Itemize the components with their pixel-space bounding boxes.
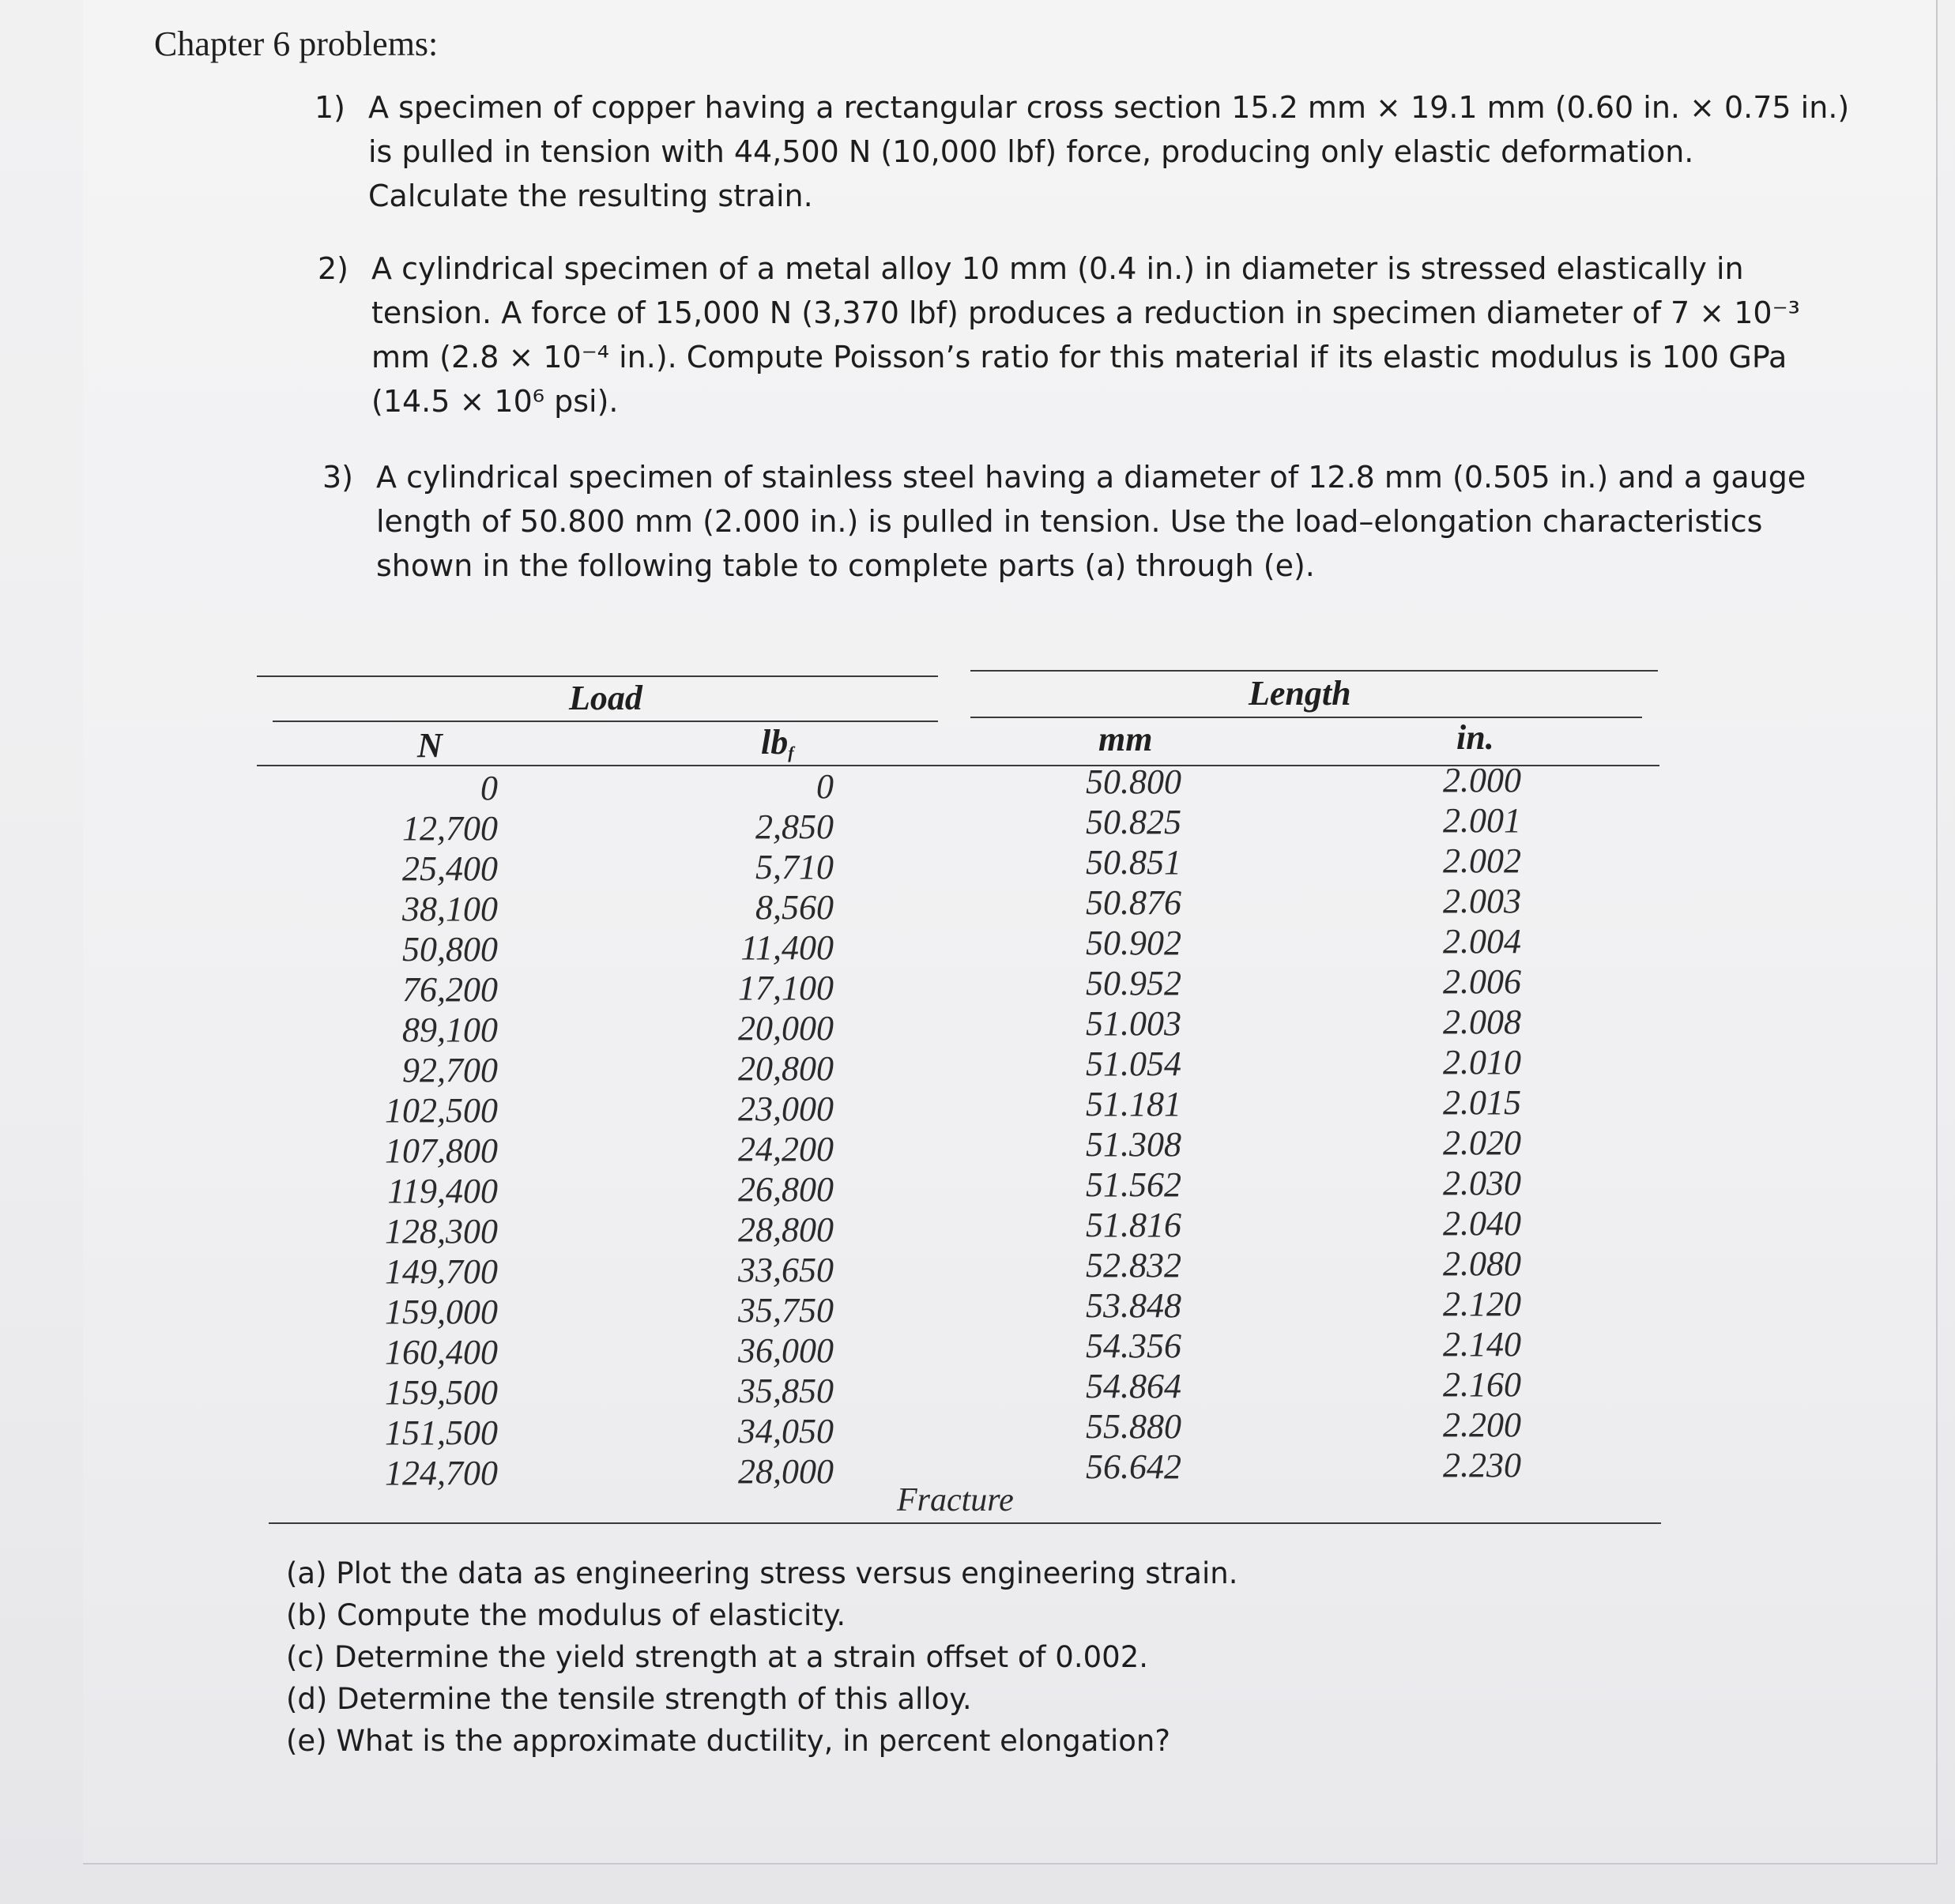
problem-line: (14.5 × 10⁶ psi). <box>371 384 619 419</box>
table-cell: 17,100 <box>738 969 834 1007</box>
table-cell: 76,200 <box>402 970 498 1009</box>
table-cell: 28,800 <box>738 1210 834 1249</box>
problem-line: shown in the following table to complete parts (a) through (e). <box>376 548 1315 583</box>
problem-line: A cylindrical specimen of stainless steel having a diameter of 12.8 mm (0.505 in.) and a gauge <box>376 460 1806 495</box>
part-c: (c) Determine the yield strength at a strain offset of 0.002. <box>286 1640 1148 1674</box>
problem-3-parts <box>286 1552 1237 1762</box>
table-cell: 89,100 <box>402 1010 498 1049</box>
table-cell: 2.003 <box>1443 882 1521 920</box>
table-top-rule-length <box>970 670 1658 672</box>
table-cell: 50.825 <box>1086 803 1181 841</box>
table-cell: 0 <box>816 767 834 806</box>
problem-line: length of 50.800 mm (2.000 in.) is pulled in tension. Use the load–elongation characteristics <box>376 504 1763 539</box>
column-header-in: in. <box>1456 718 1494 757</box>
table-cell: 2.080 <box>1443 1244 1521 1283</box>
table-cell: 92,700 <box>402 1051 498 1089</box>
problem-line: is pulled in tension with 44,500 N (10,000 lbf) force, producing only elastic deformation. <box>368 134 1694 169</box>
table-cell: 5,710 <box>755 848 834 886</box>
table-cell: 20,000 <box>738 1009 834 1048</box>
table-cell: 51.816 <box>1086 1206 1181 1244</box>
column-n <box>340 768 498 1493</box>
table-cell: 51.054 <box>1086 1044 1181 1083</box>
table-cell: 54.864 <box>1086 1367 1181 1405</box>
part-b: (b) Compute the modulus of elasticity. <box>286 1598 846 1632</box>
table-cell: 33,650 <box>738 1251 834 1289</box>
column-mm <box>1027 762 1181 1487</box>
page-title: Chapter 6 problems: <box>154 24 439 63</box>
table-cell: 2.040 <box>1443 1204 1521 1243</box>
table-cell: 53.848 <box>1086 1286 1181 1325</box>
fracture-label: Fracture <box>897 1482 1014 1518</box>
table-cell: 2.020 <box>1443 1123 1521 1162</box>
table-cell: 0 <box>480 769 498 807</box>
table-cell: 2.160 <box>1443 1365 1521 1404</box>
part-e: (e) What is the approximate ductility, in percent elongation? <box>286 1724 1170 1758</box>
part-a: (a) Plot the data as engineering stress versus engineering strain. <box>286 1556 1238 1590</box>
table-cell: 50.800 <box>1086 762 1181 801</box>
table-cell: 8,560 <box>755 888 834 927</box>
table-cell: 50.876 <box>1086 883 1181 922</box>
table-cell: 54.356 <box>1086 1326 1181 1365</box>
table-cell: 2.008 <box>1443 1003 1521 1041</box>
table-cell: 24,200 <box>738 1130 834 1168</box>
table-cell: 12,700 <box>402 809 498 848</box>
table-cell: 50.952 <box>1086 964 1181 1003</box>
problem-line: mm (2.8 × 10⁻⁴ in.). Compute Poisson’s ratio for this material if its elastic modulus is 100 GPa <box>371 340 1787 374</box>
table-cell: 2.002 <box>1443 841 1521 880</box>
table-cell: 26,800 <box>738 1170 834 1209</box>
table-cell: 149,700 <box>385 1252 498 1291</box>
problem-line: A cylindrical specimen of a metal alloy 10 mm (0.4 in.) in diameter is stressed elastically in <box>371 251 1744 286</box>
table-cell: 23,000 <box>738 1089 834 1128</box>
table-cell: 56.642 <box>1086 1447 1181 1486</box>
table-cell: 124,700 <box>385 1454 498 1492</box>
load-group-rule <box>273 721 938 722</box>
table-cell: 38,100 <box>402 890 498 928</box>
table-cell: 35,850 <box>738 1372 834 1410</box>
table-cell: 35,750 <box>738 1291 834 1330</box>
problem-number: 3) <box>322 460 354 495</box>
table-cell: 52.832 <box>1086 1246 1181 1285</box>
table-cell: 2.140 <box>1443 1325 1521 1364</box>
column-lbf <box>672 766 834 1492</box>
table-cell: 34,050 <box>738 1412 834 1451</box>
table-cell: 2.001 <box>1443 801 1521 840</box>
problem-line: Calculate the resulting strain. <box>368 179 813 213</box>
table-cell: 50.902 <box>1086 924 1181 962</box>
table-bottom-rule <box>269 1522 1661 1524</box>
table-cell: 2.000 <box>1443 761 1521 800</box>
table-cell: 28,000 <box>738 1452 834 1491</box>
table-cell: 107,800 <box>385 1131 498 1170</box>
table-cell: 2.010 <box>1443 1043 1521 1082</box>
table-cell: 160,400 <box>385 1333 498 1372</box>
column-header-mm: mm <box>1098 720 1153 758</box>
table-cell: 2.230 <box>1443 1446 1521 1484</box>
table-cell: 55.880 <box>1086 1407 1181 1446</box>
table-cell: 25,400 <box>402 849 498 888</box>
table-top-rule-load <box>257 675 938 677</box>
column-header-lbf: $lb_f$ <box>761 723 794 762</box>
table-cell: 102,500 <box>385 1091 498 1130</box>
table-cell: 51.308 <box>1086 1125 1181 1164</box>
table-cell: 11,400 <box>740 928 834 967</box>
problem-number: 2) <box>318 251 349 286</box>
problem-line: A specimen of copper having a rectangular cross section 15.2 mm × 19.1 mm (0.60 in. × 0.75 in.) <box>368 90 1850 125</box>
table-cell: 128,300 <box>385 1212 498 1251</box>
table-cell: 2.120 <box>1443 1285 1521 1323</box>
table-cell: 2.015 <box>1443 1083 1521 1122</box>
table-cell: 159,500 <box>385 1373 498 1412</box>
table-cell: 51.003 <box>1086 1004 1181 1043</box>
table-cell: 20,800 <box>738 1049 834 1088</box>
table-cell: 2.006 <box>1443 962 1521 1001</box>
table-cell: 2.030 <box>1443 1164 1521 1202</box>
table-cell: 36,000 <box>738 1331 834 1370</box>
table-cell: 2.200 <box>1443 1405 1521 1444</box>
table-cell: 50.851 <box>1086 843 1181 882</box>
problem-line: tension. A force of 15,000 N (3,370 lbf) produces a reduction in specimen diameter of 7 × 10⁻³ <box>371 295 1800 330</box>
table-cell: 2.004 <box>1443 922 1521 961</box>
length-group-header: Length <box>1249 674 1351 713</box>
table-cell: 50,800 <box>402 930 498 969</box>
table-cell: 51.562 <box>1086 1165 1181 1204</box>
problem-number: 1) <box>315 90 346 125</box>
column-in <box>1403 760 1521 1485</box>
table-cell: 2,850 <box>755 807 834 846</box>
load-group-header: Load <box>569 679 642 717</box>
table-cell: 159,000 <box>385 1293 498 1331</box>
table-cell: 151,500 <box>385 1413 498 1452</box>
length-group-rule <box>970 717 1642 718</box>
table-cell: 119,400 <box>387 1172 498 1210</box>
column-header-n: N <box>417 726 443 765</box>
part-d: (d) Determine the tensile strength of this alloy. <box>286 1682 972 1716</box>
table-cell: 51.181 <box>1086 1085 1181 1123</box>
